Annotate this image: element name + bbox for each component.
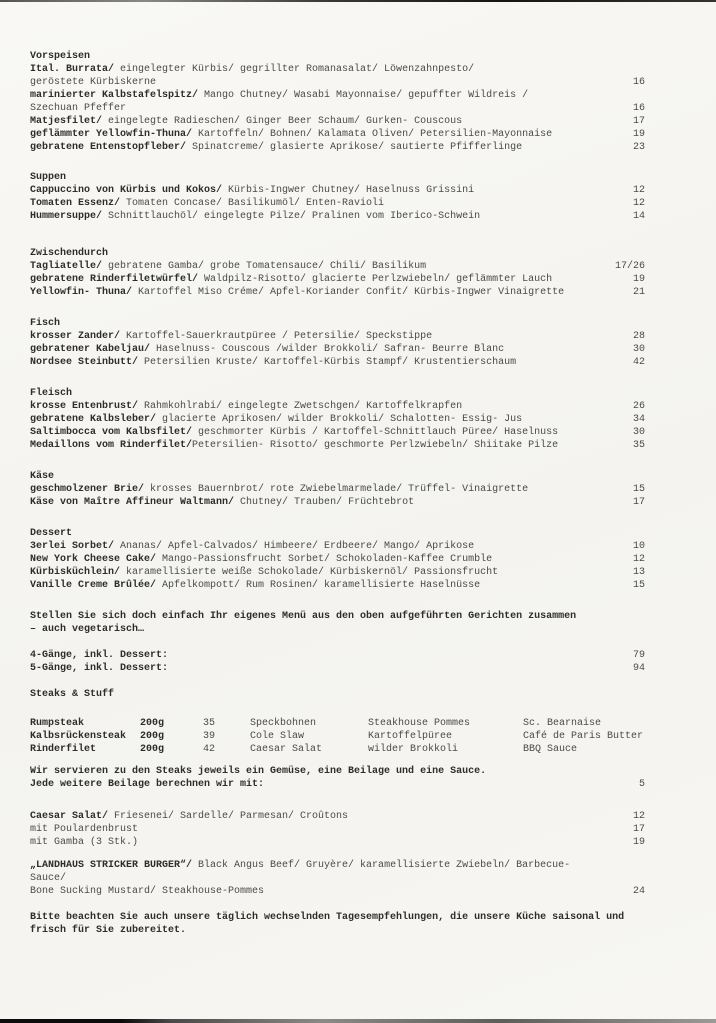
dish-price: 23 (632, 142, 645, 153)
steak-price: 42 (203, 744, 216, 755)
dish-price: 21 (632, 287, 645, 298)
dish-price: 16 (632, 77, 645, 88)
menu-line (30, 330, 645, 343)
steak-name: Kalbsrückensteak (30, 731, 127, 742)
dish-name: Ital. Burrata/ (30, 64, 115, 75)
dish-text (30, 260, 603, 273)
dish-text (30, 128, 603, 141)
steak-price: 35 (203, 718, 216, 729)
menu-line (30, 210, 645, 223)
dish-text (30, 885, 603, 898)
dish-price: 14 (632, 211, 645, 222)
steak-name: Rinderfilet (30, 744, 97, 755)
dish-price: 16 (632, 103, 645, 114)
dish-name: marinierter Kalbstafelspitz/ (30, 90, 199, 101)
dish-price: 17 (632, 497, 645, 508)
dish-description: Friesenei/ Sardelle/ Parmesan/ Croûtons (108, 811, 349, 822)
dish-price: 10 (632, 541, 645, 552)
dish-name: Saltimbocca vom Kalbsfilet/ (30, 427, 193, 438)
dish-text (30, 553, 603, 566)
dish-text (30, 496, 603, 509)
dish-text (30, 63, 603, 76)
steak-row (30, 717, 645, 730)
steak-side: wilder Brokkoli (368, 744, 459, 755)
section-title: Fisch (30, 318, 61, 329)
dish-description: krosses Bauernbrot/ rote Zwiebelmarmelade/ Trüffel- Vinaigrette (144, 484, 529, 495)
composer-note-line: – auch vegetarisch… (30, 624, 145, 635)
dish-price: 28 (632, 331, 645, 342)
dish-text (30, 89, 603, 102)
steak-sauce: Sc. Bearnaise (523, 718, 602, 729)
scan-artifact-top (0, 0, 716, 2)
steak-sauce: Café de Paris Butter (523, 731, 644, 742)
dish-description: Rahmkohlrabi/ eingelegte Zwetschgen/ Kartoffelkrapfen (138, 401, 463, 412)
menu-section (30, 317, 645, 369)
dish-description: glacierte Aprikosen/ wilder Brokkoli/ Schalotten- Essig- Jus (156, 414, 523, 425)
section-title: Steaks & Stuff (30, 689, 115, 700)
menu-content (30, 50, 645, 937)
dish-description: gebratene Gamba/ grobe Tomatensauce/ Chili/ Basilikum (102, 261, 427, 272)
menu-line (30, 102, 645, 115)
dish-description: mit Poulardenbrust (30, 824, 139, 835)
menu-section (30, 50, 645, 154)
steak-row (30, 730, 645, 743)
dish-description: eingelegte Radieschen/ Ginger Beer Schaum/ Gurken- Couscous (102, 116, 463, 127)
dish-description: Bone Sucking Mustard/ Steakhouse-Pommes (30, 886, 265, 897)
dish-description: Petersilien- Risotto/ geschmorte Perlzwiebeln/ Shiitake Pilze (192, 440, 559, 451)
dish-description: Chutney/ Trauben/ Früchtebrot (234, 497, 415, 508)
steak-vegetable: Caesar Salat (250, 744, 323, 755)
menu-line (30, 553, 645, 566)
menu-line (30, 413, 645, 426)
steaks-note (30, 765, 645, 791)
scan-artifact-bottom (0, 1019, 716, 1023)
menu-line (30, 566, 645, 579)
dish-description: Kürbis-Ingwer Chutney/ Haselnuss Grissini (222, 185, 475, 196)
steak-price: 39 (203, 731, 216, 742)
offer-text (30, 662, 603, 675)
dish-name: Caesar Salat/ (30, 811, 109, 822)
dish-price: 42 (632, 357, 645, 368)
dish-price: 13 (632, 567, 645, 578)
menu-composer-note (30, 610, 645, 636)
offer-label: 5-Gänge, inkl. Dessert: (30, 663, 169, 674)
dish-description: Kartoffel-Sauerkrautpüree / Petersilie/ Speckstippe (120, 331, 433, 342)
dish-name: Yellowfin- Thuna/ (30, 287, 133, 298)
menu-line (30, 859, 645, 885)
dish-name: Tagliatelle/ (30, 261, 103, 272)
dish-name: Hummersuppe/ (30, 211, 103, 222)
steak-side: Steakhouse Pommes (368, 718, 471, 729)
menu-line (30, 184, 645, 197)
dish-name: Vanille Creme Brûlée/ (30, 580, 157, 591)
salad-block (30, 810, 645, 849)
menu-line (30, 197, 645, 210)
dish-description: Spinatcreme/ glasierte Aprikose/ sautierte Pfifferlinge (186, 142, 523, 153)
dish-price: 35 (632, 440, 645, 451)
steak-weight: 200g (140, 731, 165, 742)
steak-name: Rumpsteak (30, 718, 85, 729)
menu-line (30, 356, 645, 369)
menu-line (30, 483, 645, 496)
section-title: Suppen (30, 172, 67, 183)
steaks-note-label: Jede weitere Beilage berechnen wir mit: (30, 779, 265, 790)
footer-note-line: frisch für Sie zubereitet. (30, 925, 187, 936)
menu-line (30, 286, 645, 299)
section-title: Zwischendurch (30, 248, 109, 259)
menu-line (30, 273, 645, 286)
dish-text (30, 115, 603, 128)
steaks-note-price: 5 (638, 779, 645, 790)
dish-price: 30 (632, 427, 645, 438)
dish-description: Szechuan Pfeffer (30, 103, 127, 114)
menu-section (30, 247, 645, 299)
steak-row (30, 743, 645, 756)
dish-description: geröstete Kürbiskerne (30, 77, 157, 88)
dish-price: 30 (632, 344, 645, 355)
dish-name: „LANDHAUS STRICKER BURGER“/ (30, 860, 193, 871)
steaks-note-line (30, 778, 645, 791)
menu-offers (30, 649, 645, 675)
offer-price: 94 (632, 663, 645, 674)
dish-name: geschmolzener Brie/ (30, 484, 145, 495)
dish-description: Schnittlauchöl/ eingelegte Pilze/ Pralinen vom Iberico-Schwein (102, 211, 481, 222)
section-title: Käse (30, 471, 55, 482)
menu-line (30, 496, 645, 509)
footer-note (30, 911, 645, 937)
steaks-note-line: Wir servieren zu den Steaks jeweils ein Gemüse, eine Beilage und eine Sauce. (30, 766, 487, 777)
dish-text (30, 330, 603, 343)
menu-line (30, 76, 645, 89)
menu-line (30, 823, 645, 836)
dish-price: 19 (632, 837, 645, 848)
section-title: Fleisch (30, 388, 73, 399)
steaks-note-text (30, 778, 603, 791)
dish-price: 17 (632, 824, 645, 835)
dish-price: 19 (632, 274, 645, 285)
menu-line (30, 836, 645, 849)
dish-name: gebratene Entenstopfleber/ (30, 142, 187, 153)
dish-name: 3erlei Sorbet/ (30, 541, 115, 552)
burger-block (30, 859, 645, 898)
menu-line (30, 540, 645, 553)
steak-vegetable: Speckbohnen (250, 718, 317, 729)
dish-description: karamellisierte weiße Schokolade/ Kürbiskernöl/ Passionsfrucht (120, 567, 499, 578)
menu-line (30, 885, 645, 898)
dish-description: Petersilien Kruste/ Kartoffel-Kürbis Stampf/ Krustentierschaum (138, 357, 517, 368)
dish-price: 17 (632, 116, 645, 127)
steak-weight: 200g (140, 744, 165, 755)
dish-description: Apfelkompott/ Rum Rosinen/ karamellisierte Haselnüsse (156, 580, 481, 591)
dish-name: Tomaten Essenz/ (30, 198, 121, 209)
menu-line (30, 810, 645, 823)
menu-offer-line (30, 649, 645, 662)
dish-name: gebratene Kalbsleber/ (30, 414, 157, 425)
dish-name: geflämmter Yellowfin-Thuna/ (30, 129, 193, 140)
dish-price: 12 (632, 554, 645, 565)
dish-description: geschmorter Kürbis / Kartoffel-Schnittlauch Püree/ Haselnuss (192, 427, 559, 438)
dish-price: 24 (632, 886, 645, 897)
dish-price: 17/26 (614, 261, 645, 272)
dish-text (30, 286, 603, 299)
dish-text (30, 273, 603, 286)
dish-description: Kartoffel Miso Créme/ Apfel-Koriander Confit/ Kürbis-Ingwer Vinaigrette (132, 287, 565, 298)
dish-text (30, 184, 603, 197)
dish-description: Ananas/ Apfel-Calvados/ Himbeere/ Erdbeere/ Mango/ Aprikose (114, 541, 475, 552)
dish-text (30, 356, 603, 369)
dish-text (30, 426, 603, 439)
composer-note-line: Stellen Sie sich doch einfach Ihr eigenes Menü aus den oben aufgeführten Gerichten zusammen (30, 611, 577, 622)
dish-description: eingelegter Kürbis/ gegrillter Romanasalat/ Löwenzahnpesto/ (114, 64, 475, 75)
dish-text (30, 400, 603, 413)
menu-line (30, 426, 645, 439)
dish-description: Kartoffeln/ Bohnen/ Kalamata Oliven/ Petersilien-Mayonnaise (192, 129, 553, 140)
offer-text (30, 649, 603, 662)
menu-line (30, 579, 645, 592)
menu-line (30, 400, 645, 413)
menu-line (30, 343, 645, 356)
dish-text (30, 343, 603, 356)
menu-line (30, 439, 645, 452)
dish-name: Kürbisküchlein/ (30, 567, 121, 578)
dish-description: Tomaten Concase/ Basilikumöl/ Enten-Ravioli (120, 198, 385, 209)
dish-text (30, 210, 603, 223)
dish-text (30, 540, 603, 553)
dish-text (30, 413, 603, 426)
dish-name: Nordsee Steinbutt/ (30, 357, 139, 368)
menu-line (30, 128, 645, 141)
dish-name: gebratene Rinderfiletwürfel/ (30, 274, 199, 285)
offer-price: 79 (632, 650, 645, 661)
dish-text (30, 810, 603, 823)
dish-name: gebratener Kabeljau/ (30, 344, 151, 355)
dish-text (30, 579, 603, 592)
section-title: Vorspeisen (30, 51, 91, 62)
dish-text (30, 859, 603, 885)
menu-section (30, 470, 645, 509)
dish-text (30, 197, 603, 210)
dish-name: krosse Entenbrust/ (30, 401, 139, 412)
section-title: Dessert (30, 528, 73, 539)
dish-description: Waldpilz-Risotto/ glacierte Perlzwiebeln/ geflämmter Lauch (198, 274, 553, 285)
dish-text (30, 566, 603, 579)
steaks-table (30, 717, 645, 756)
menu-section (30, 387, 645, 452)
dish-description: Mango-Passionsfrucht Sorbet/ Schokoladen-Kaffee Crumble (156, 554, 493, 565)
dish-description: Haselnuss- Couscous /wilder Brokkoli/ Safran- Beurre Blanc (150, 344, 505, 355)
dish-description: mit Gamba (3 Stk.) (30, 837, 139, 848)
steaks-section (30, 688, 645, 791)
dish-price: 19 (632, 129, 645, 140)
steak-side: Kartoffelpüree (368, 731, 453, 742)
dish-name: Cappuccino von Kürbis und Kokos/ (30, 185, 223, 196)
menu-line (30, 89, 645, 102)
menu-line (30, 115, 645, 128)
offer-label: 4-Gänge, inkl. Dessert: (30, 650, 169, 661)
dish-name: Matjesfilet/ (30, 116, 103, 127)
dish-name: krosser Zander/ (30, 331, 121, 342)
dish-text (30, 76, 603, 89)
dish-price: 34 (632, 414, 645, 425)
dish-text (30, 823, 603, 836)
dish-description: Black Angus Beef/ Gruyère/ karamellisierte Zwiebeln/ Barbecue-Sauce/ (30, 860, 571, 884)
dish-name: Medaillons vom Rinderfilet/ (30, 440, 193, 451)
dish-text (30, 483, 603, 496)
dish-price: 12 (632, 811, 645, 822)
dish-text (30, 141, 603, 154)
menu-line (30, 63, 645, 76)
footer-note-line: Bitte beachten Sie auch unsere täglich wechselnden Tagesempfehlungen, die unsere Küche saisonal und (30, 912, 625, 923)
menu-offer-line (30, 662, 645, 675)
dish-description: Mango Chutney/ Wasabi Mayonnaise/ gepuffter Wildreis / (198, 90, 529, 101)
dish-price: 15 (632, 484, 645, 495)
steak-sauce: BBQ Sauce (523, 744, 578, 755)
dish-text (30, 836, 603, 849)
dish-text (30, 102, 603, 115)
dish-price: 26 (632, 401, 645, 412)
dish-name: Käse von Maître Affineur Waltmann/ (30, 497, 235, 508)
menu-line (30, 260, 645, 273)
dish-price: 12 (632, 198, 645, 209)
dish-price: 12 (632, 185, 645, 196)
dish-name: New York Cheese Cake/ (30, 554, 157, 565)
menu-section (30, 527, 645, 592)
dish-text (30, 439, 603, 452)
menu-line (30, 141, 645, 154)
dish-price: 15 (632, 580, 645, 591)
menu-section (30, 171, 645, 223)
steak-weight: 200g (140, 718, 165, 729)
steak-vegetable: Cole Slaw (250, 731, 305, 742)
